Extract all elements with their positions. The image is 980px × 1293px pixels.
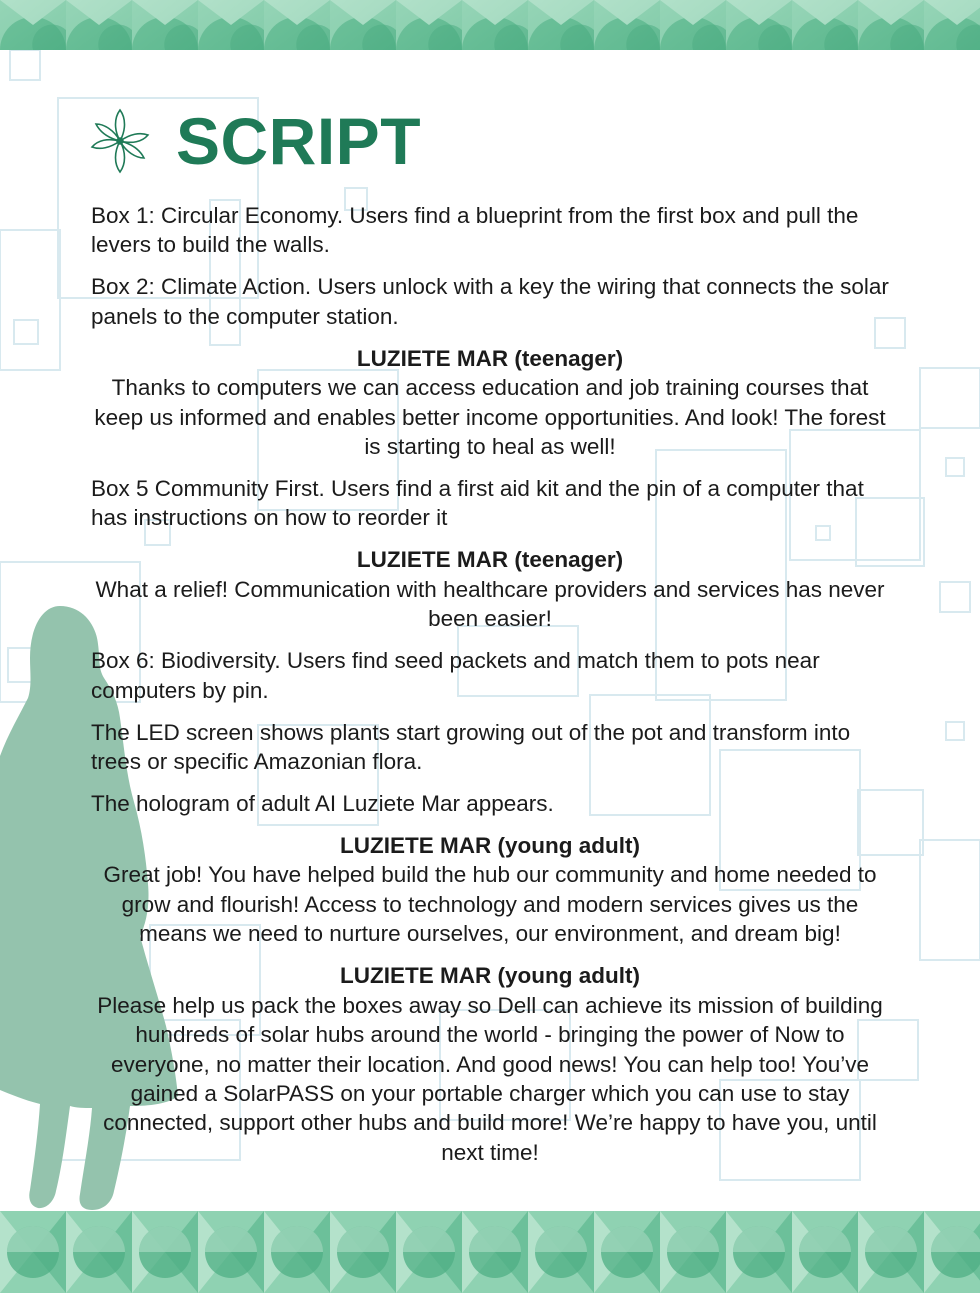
dialogue-block xyxy=(91,545,889,633)
script-paragraph: Box 6: Biodiversity. Users find seed packets and match them to pots near computers by pin. xyxy=(91,648,820,703)
script-paragraph: The hologram of adult AI Luziete Mar appears. xyxy=(91,791,554,817)
dialogue-text: Please help us pack the boxes away so Dell can achieve its mission of building hundreds of solar hubs around the world - bringing the power of Now to everyone, no matter their location. And good news! You can help too! You’ve gained a SolarPASS on your portable charger which you can use to stay connected, support other hubs and build more! We’re happy to have you, until next time! xyxy=(97,992,883,1165)
script-paragraph: Box 1: Circular Economy. Users find a blueprint from the first box and pull the levers to build the walls. xyxy=(91,203,859,258)
script-paragraph: Box 2: Climate Action. Users unlock with a key the wiring that connects the solar panels to the computer station. xyxy=(91,274,889,329)
flower-icon xyxy=(90,108,150,174)
bottom-decorative-band xyxy=(0,1211,980,1293)
script-paragraph: Box 5 Community First. Users find a first aid kit and the pin of a computer that has instructions on how to reorder it xyxy=(91,476,864,531)
dialogue-text: Thanks to computers we can access education and job training courses that keep us informed and enables better income opportunities. And look! The forest is starting to heal as well! xyxy=(94,375,886,460)
speaker-name: LUZIETE MAR (teenager) xyxy=(356,345,624,371)
dialogue-text: Great job! You have helped build the hub our community and home needed to grow and flourish! Access to technology and modern services gives us the means we need to nurture ourselves, our environment, and dream big! xyxy=(103,862,877,947)
speaker-name: LUZIETE MAR (young adult) xyxy=(340,963,640,989)
speaker-name: LUZIETE MAR (teenager) xyxy=(356,547,624,573)
dialogue-block xyxy=(91,831,889,949)
dialogue-block xyxy=(91,961,889,1167)
script-content xyxy=(91,201,889,1180)
script-paragraph: The LED screen shows plants start growing out of the pot and transform into trees or specific Amazonian flora. xyxy=(91,719,851,775)
page-header xyxy=(90,106,421,176)
page-title: SCRIPT xyxy=(176,104,422,178)
speaker-name: LUZIETE MAR (young adult) xyxy=(340,833,640,859)
top-decorative-band xyxy=(0,0,980,50)
dialogue-text: What a relief! Communication with healthcare providers and services has never been easier! xyxy=(95,576,885,632)
dialogue-block xyxy=(91,344,889,462)
